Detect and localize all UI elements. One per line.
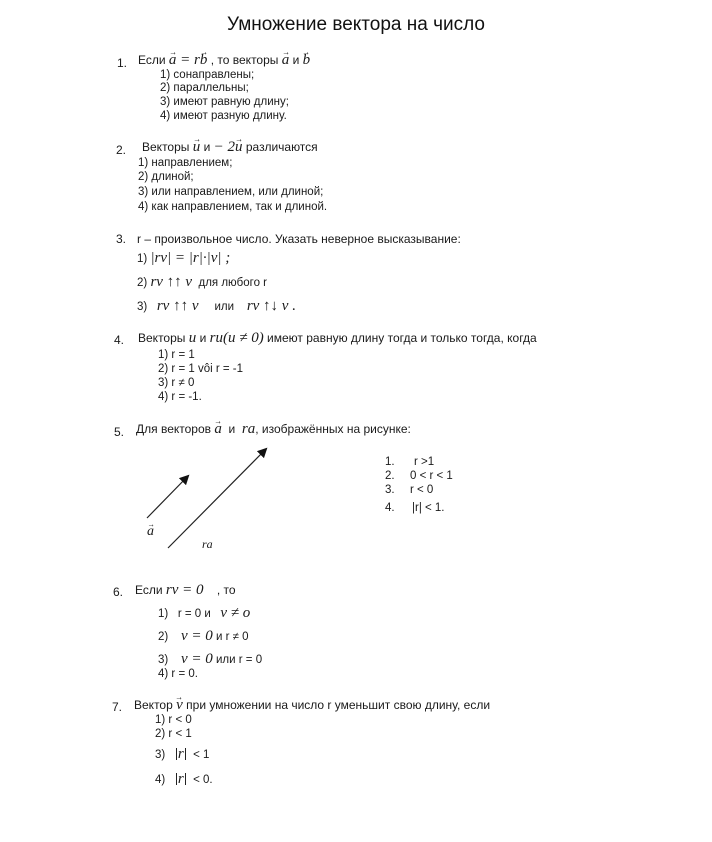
text: , то bbox=[216, 583, 236, 597]
option: 2) r = 1 vôi r = -1 bbox=[158, 363, 244, 375]
formula: rv ↑↑ v bbox=[156, 298, 199, 314]
option-label: 4) bbox=[155, 774, 166, 786]
text: , изображённых на рисунке: bbox=[255, 422, 411, 436]
formula: rv ↑↓ v . bbox=[246, 298, 296, 314]
option: 1) направлением; bbox=[138, 157, 233, 169]
vector-a-arrow bbox=[147, 476, 188, 518]
formula: v = 0 bbox=[181, 651, 213, 667]
text: Векторы bbox=[142, 140, 190, 154]
text: r = 0 и bbox=[177, 608, 211, 620]
vector-b: → b bbox=[303, 52, 311, 69]
question-number: 6. bbox=[113, 585, 124, 599]
text: для любого r bbox=[198, 277, 268, 289]
label-vector-ra: ra bbox=[202, 537, 213, 551]
text: Если bbox=[138, 53, 166, 67]
option: 1) r = 1 bbox=[158, 349, 195, 361]
question-number: 5. bbox=[114, 425, 125, 439]
formula: r bbox=[177, 746, 184, 762]
formula: v ≠ o bbox=[220, 605, 251, 621]
text: < 1 bbox=[193, 749, 210, 761]
option-label: 3) bbox=[137, 301, 148, 313]
option-1: 1) r < 0 bbox=[155, 714, 192, 726]
formula: r bbox=[177, 771, 184, 787]
text: или bbox=[214, 301, 235, 313]
text: , то векторы bbox=[210, 53, 279, 67]
text: при умножении на число r уменьшит свою длину, если bbox=[186, 698, 491, 712]
formula: |rv| = |r|·|v| ; bbox=[150, 250, 231, 266]
question-text bbox=[134, 697, 490, 714]
option-label: 2) bbox=[137, 277, 148, 289]
question-number: 7. bbox=[112, 700, 123, 714]
formula: = r bbox=[176, 52, 200, 68]
option-1 bbox=[158, 605, 250, 622]
question-text: r – произвольное число. Указать неверное высказывание: bbox=[137, 232, 461, 246]
option-2: 2) r < 1 bbox=[155, 728, 192, 740]
page-title: Умножение вектора на число bbox=[226, 14, 485, 35]
question-number: 2. bbox=[116, 143, 127, 157]
formula: rv ↑↑ v bbox=[150, 274, 193, 290]
option-text: 0 < r < 1 bbox=[410, 470, 453, 482]
option-label: 1) bbox=[137, 253, 148, 265]
text: или r = 0 bbox=[216, 654, 263, 666]
text: Векторы bbox=[138, 331, 186, 345]
option-3 bbox=[158, 651, 262, 668]
option: 4. bbox=[385, 502, 395, 514]
question-number: 1. bbox=[117, 56, 128, 70]
option: 3) или направлением, или длиной; bbox=[138, 186, 324, 198]
option: 2) параллельны; bbox=[160, 82, 249, 94]
vector-a: → a bbox=[169, 52, 177, 69]
option: 1) сонаправлены; bbox=[160, 69, 255, 81]
option-2 bbox=[158, 628, 249, 645]
vector-ra-arrow bbox=[168, 449, 266, 548]
text: Для векторов bbox=[136, 422, 212, 436]
text: Если bbox=[135, 583, 163, 597]
option-label: 3) bbox=[158, 654, 169, 666]
option-text: r < 0 bbox=[410, 484, 434, 496]
label-vector-a: → a bbox=[147, 524, 154, 540]
option: 2. bbox=[385, 470, 395, 482]
text: и bbox=[292, 53, 300, 67]
option: 4) имеют разную длину. bbox=[160, 110, 287, 122]
option: 4) r = -1. bbox=[158, 391, 202, 403]
formula: v = 0 bbox=[181, 628, 213, 644]
vector-u: → u bbox=[235, 139, 243, 156]
option-4: 4) r = 0. bbox=[158, 668, 198, 680]
vector-b: → b bbox=[200, 52, 208, 69]
question-number: 3. bbox=[116, 232, 127, 246]
text: имеют равную длину тогда и только тогда, когда bbox=[267, 331, 537, 345]
vector-v: → v bbox=[176, 697, 183, 714]
vector-a: → a bbox=[214, 421, 222, 438]
vector-u: → u bbox=[193, 139, 201, 156]
option-label: 2) bbox=[158, 631, 169, 643]
option: 3) имеют равную длину; bbox=[160, 96, 289, 108]
option-4 bbox=[155, 771, 213, 788]
question-text bbox=[135, 582, 236, 599]
option-text: r >1 bbox=[414, 456, 435, 468]
formula: − 2 bbox=[213, 139, 236, 155]
text: и bbox=[228, 422, 236, 436]
option-label: 3) bbox=[155, 749, 166, 761]
option: 3. bbox=[385, 484, 395, 496]
vector-ra: ra bbox=[241, 421, 256, 437]
text: и r ≠ 0 bbox=[216, 631, 249, 643]
option: 2) длиной; bbox=[138, 171, 194, 183]
formula: ru(u ≠ 0) bbox=[209, 330, 264, 346]
text: Вектор bbox=[134, 698, 173, 712]
vector-u: u bbox=[188, 330, 197, 346]
option-3 bbox=[155, 746, 209, 763]
option: 4) как направлением, так и длиной. bbox=[138, 201, 328, 213]
vector-a: → a bbox=[282, 52, 290, 69]
text: и bbox=[199, 331, 207, 345]
option-label: 1) bbox=[158, 608, 169, 620]
option: 1. bbox=[385, 456, 395, 468]
text: и bbox=[203, 140, 211, 154]
option-text: |r| < 1. bbox=[412, 502, 445, 514]
question-number: 4. bbox=[114, 333, 125, 347]
option: 3) r ≠ 0 bbox=[158, 377, 195, 389]
text: < 0. bbox=[193, 774, 213, 786]
formula: rv = 0 bbox=[165, 582, 204, 598]
text: различаются bbox=[245, 140, 318, 154]
